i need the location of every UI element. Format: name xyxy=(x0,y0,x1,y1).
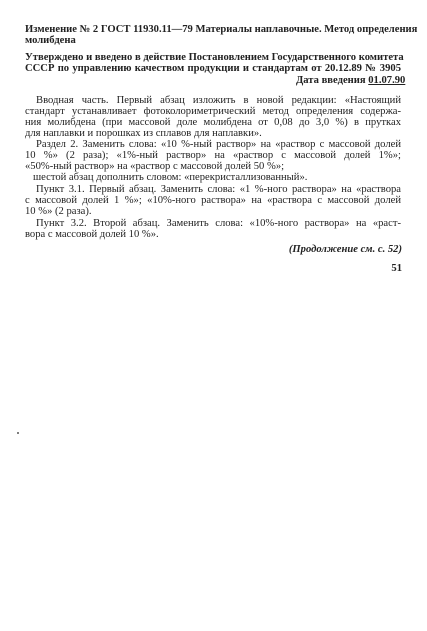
item31-line-1: Пункт 3.1. Первый абзац. Заменить слова: «1 %-ного раствора» на «раствора xyxy=(36,184,401,195)
section2-line-2: 10 %» (2 раза); «1%-ный раствор» на «раствор с массовой долей 1%»; xyxy=(25,150,401,161)
continuation-note: (Продолжение см. с. 52) xyxy=(288,244,402,255)
section2-line-1: Раздел 2. Заменить слова: «10 %-ный раствор» на «раствор с массовой долей xyxy=(36,139,401,150)
item31-line-2: с массовой долей 1 %»; «10%-ного раствора» на «раствора с массовой долей xyxy=(25,195,401,206)
amendment-title-line-2: молибдена xyxy=(25,35,76,46)
scan-speck xyxy=(17,432,19,434)
approval-line-2: СССР по управлению качеством продукции и стандартам от 20.12.89 № 3905 xyxy=(25,63,401,74)
item32-line-2: вора с массовой долей 10 %». xyxy=(25,229,159,240)
effective-date xyxy=(296,75,406,86)
intro-line-3: ния молибдена (при массовой доле молибдена от 0,08 до 3,0 %) в прутках xyxy=(25,117,401,128)
amendment-title-line-1: Изменение № 2 ГОСТ 11930.11—79 Материалы наплавочные. Метод определения xyxy=(25,24,418,35)
page-number: 51 xyxy=(391,263,402,274)
effective-date-label: Дата введения xyxy=(296,75,366,86)
item31-line-3: 10 %» (2 раза). xyxy=(25,206,92,217)
section2-line-3: «50%-ный раствор» на «раствор с массовой долей 50 %»; xyxy=(25,161,285,172)
approval-line-1: Утверждено и введено в действие Постановлением Государственного комитета xyxy=(25,52,404,63)
item32-line-1: Пункт 3.2. Второй абзац. Заменить слова: «10%-ного раствора» на «раст- xyxy=(36,218,401,229)
section2-line-4: шестой абзац дополнить словом: «перекристаллизованный». xyxy=(33,172,308,183)
intro-line-2: стандарт устанавливает фотоколориметрический метод определения содержа- xyxy=(25,106,401,117)
intro-line-4: для наплавки и порошках из сплавов для наплавки». xyxy=(25,128,262,139)
effective-date-value: 01.07.90 xyxy=(368,75,406,86)
intro-line-1: Вводная часть. Первый абзац изложить в новой редакции: «Настоящий xyxy=(36,95,401,106)
